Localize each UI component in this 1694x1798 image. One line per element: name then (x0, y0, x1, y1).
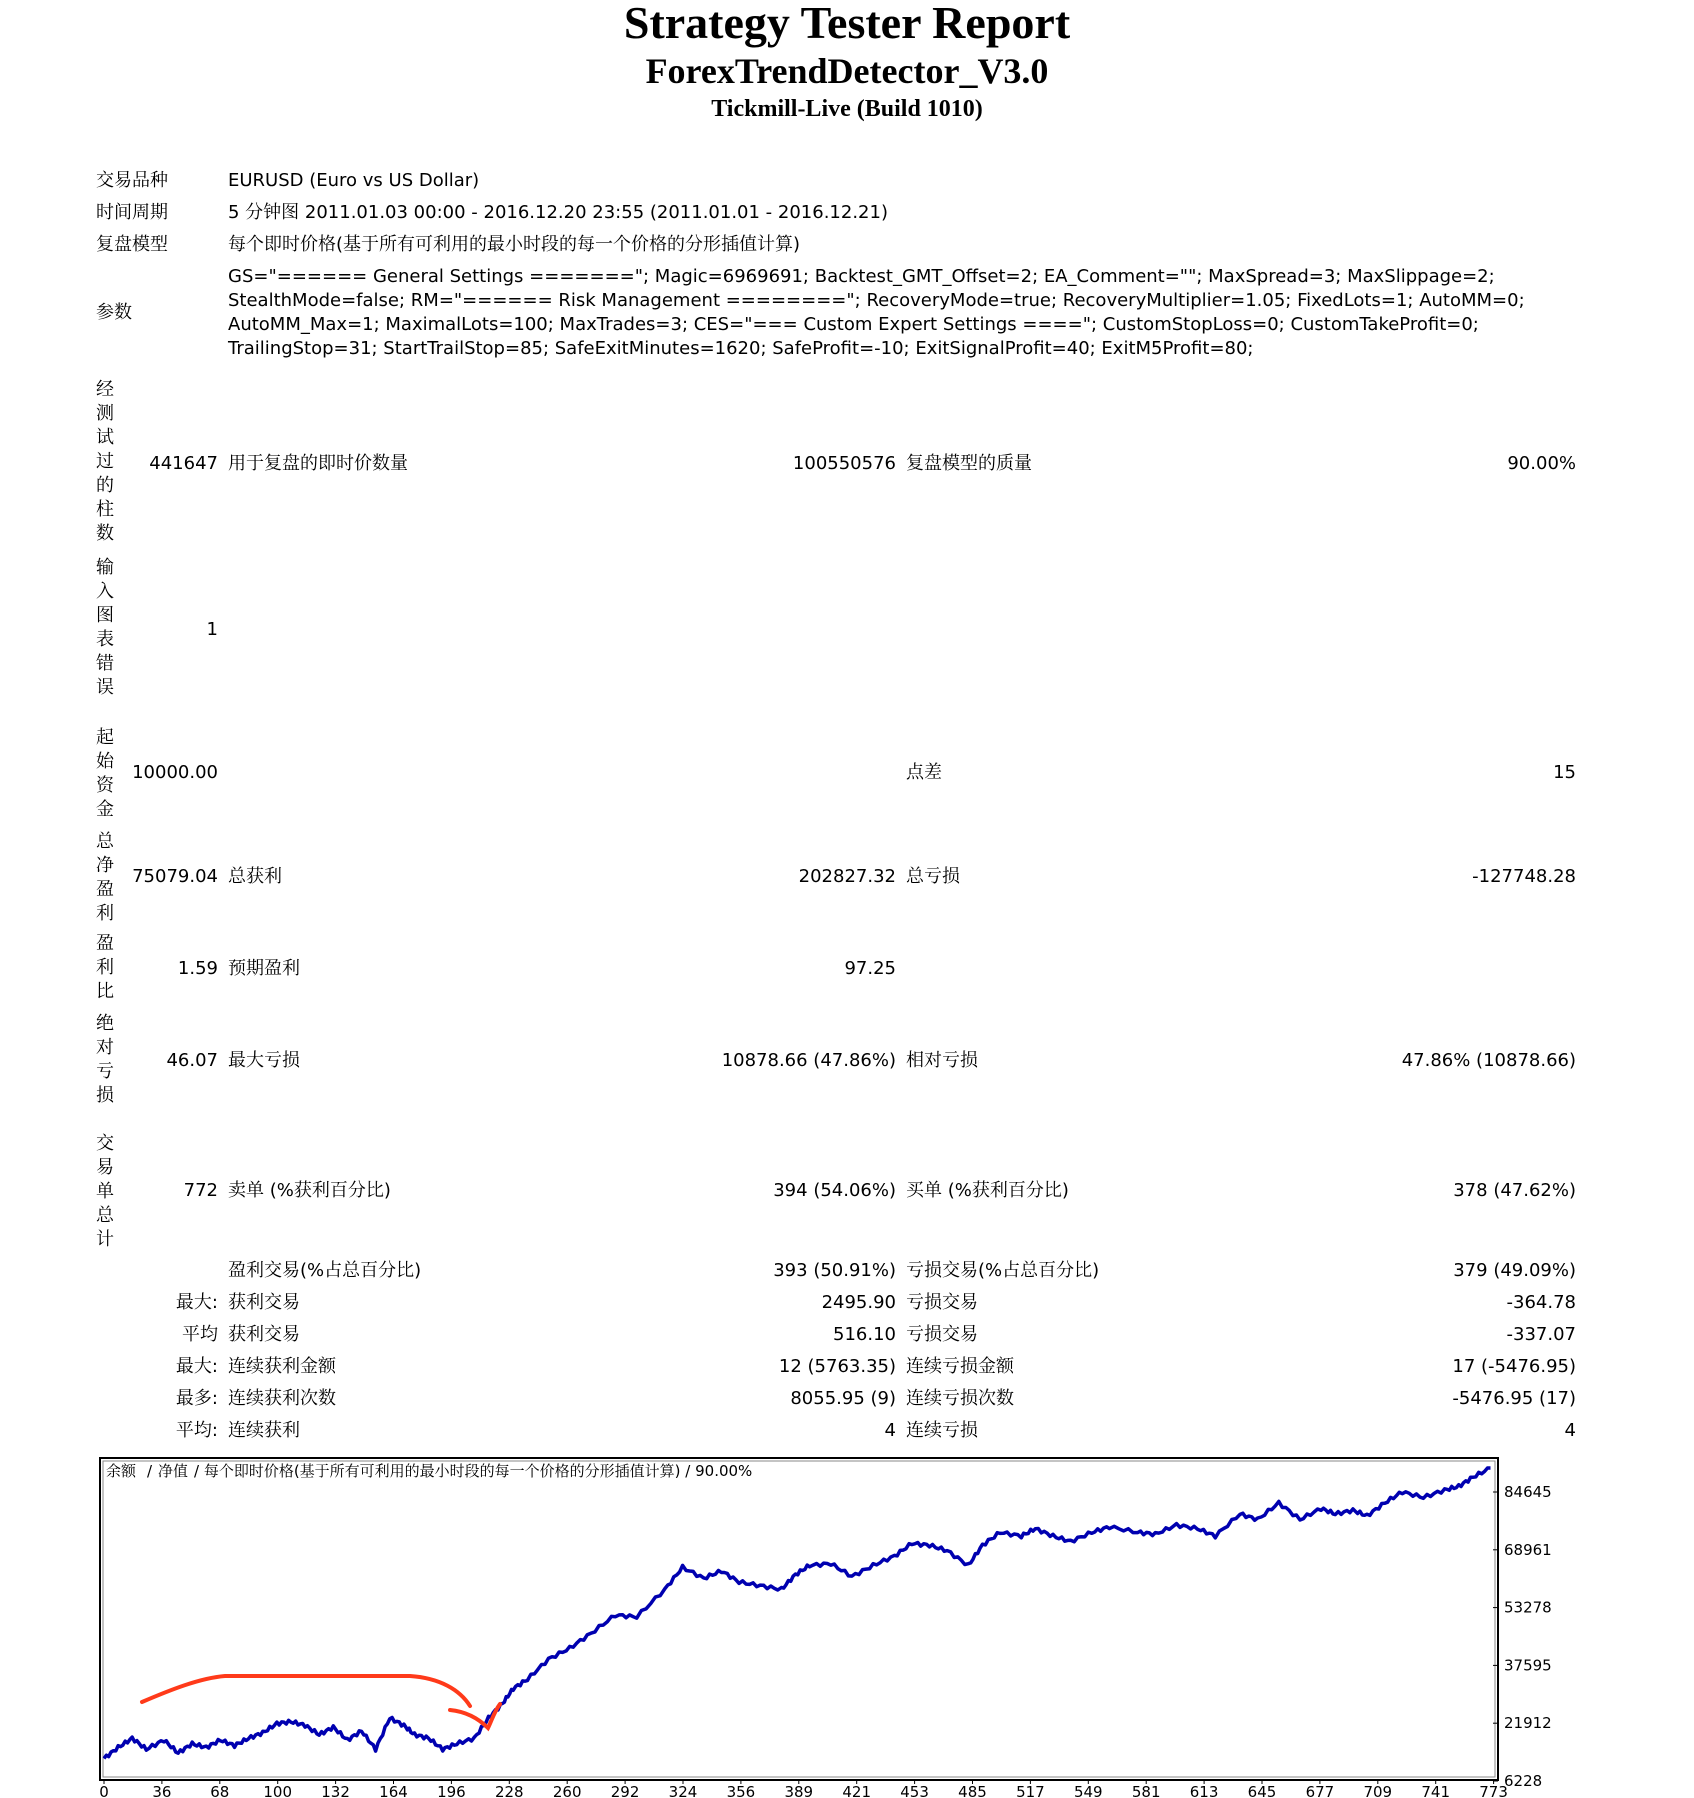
x-tick-label: 677 (1305, 1783, 1335, 1798)
maximal-loss-label: 连续亏损次数 (906, 1388, 1014, 1409)
mismatch-value: 1 (206, 619, 218, 640)
legend-rest: / 每个即时价格(基于所有可利用的最小时段的每一个价格的分形插值计算) / 90.00% (194, 1462, 753, 1480)
losstr-label: 亏损交易(%占总百分比) (906, 1260, 1100, 1281)
mismatch-label: 输入图表错误 (96, 557, 114, 698)
ticks-label: 用于复盘的即时价数量 (228, 453, 408, 474)
pf-label: 盈利比 (96, 933, 114, 1002)
x-tick-label: 453 (900, 1783, 929, 1798)
grossloss-value: -127748.28 (1472, 866, 1576, 887)
maximal-win-value: 8055.95 (9) (790, 1388, 896, 1409)
netprofit-value: 75079.04 (132, 866, 218, 887)
ticks-value: 100550576 (792, 453, 896, 474)
avgcons-prefix: 平均: (175, 1420, 218, 1441)
x-tick-label: 36 (152, 1783, 172, 1798)
bars-label: 经测试过的柱数 (96, 379, 114, 544)
y-tick-label: 21912 (1504, 1714, 1552, 1733)
x-tick-label: 389 (784, 1783, 814, 1798)
period-value: 5 分钟图 2011.01.03 00:00 - 2016.12.20 23:55 (2011.01.01 - 2016.12.21) (228, 202, 888, 223)
model-value: 每个即时价格(基于所有可利用的最小时段的每一个价格的分形插值计算) (228, 234, 801, 255)
long-value: 378 (47.62%) (1453, 1180, 1576, 1201)
y-tick-label: 37595 (1504, 1656, 1552, 1675)
reldd-value: 47.86% (10878.66) (1401, 1050, 1576, 1071)
legend-equity: 净值 (158, 1462, 189, 1480)
chart-legend (106, 1462, 752, 1480)
short-label: 卖单 (%获利百分比) (228, 1180, 391, 1201)
x-tick-label: 228 (494, 1783, 524, 1798)
expected-value: 97.25 (844, 958, 896, 979)
params-line: TrailingStop=31; StartTrailStop=85; SafeExitMinutes=1620; SafeProfit=-10; ExitSignalProfit=40; ExitM5Profit=80; (228, 338, 1254, 359)
losstr-value: 379 (49.09%) (1453, 1260, 1576, 1281)
grossloss-label: 总亏损 (906, 866, 960, 887)
maxdd-value: 10878.66 (47.86%) (721, 1050, 896, 1071)
avgcons-win-value: 4 (884, 1420, 896, 1441)
long-label: 买单 (%获利百分比) (906, 1180, 1069, 1201)
legend-balance: 余额 (106, 1462, 137, 1480)
server-build: Tickmill-Live (Build 1010) (711, 96, 983, 122)
maxcons-prefix: 最大: (175, 1356, 218, 1377)
maxcons-win-value: 12 (5763.35) (778, 1356, 896, 1377)
deposit-label: 起始资金 (96, 727, 114, 820)
absdd-value: 46.07 (166, 1050, 218, 1071)
legend-sep: / (147, 1462, 153, 1480)
y-tick-label: 53278 (1504, 1598, 1552, 1617)
x-tick-label: 324 (668, 1783, 698, 1798)
y-tick-label: 84645 (1504, 1483, 1552, 1501)
symbol-value: EURUSD (Euro vs US Dollar) (228, 170, 480, 191)
expert-name: ForexTrendDetector_V3.0 (645, 51, 1049, 91)
x-tick-label: 421 (842, 1783, 872, 1798)
maxcons-loss-label: 连续亏损金额 (906, 1356, 1014, 1377)
period-label: 时间周期 (96, 202, 168, 223)
chart-frame (100, 1458, 1498, 1780)
params-line: StealthMode=false; RM="====== Risk Management ========"; RecoveryMode=true; RecoveryMultiplier=1.05; FixedLots=1; AutoMM=0; (228, 290, 1525, 311)
avgcons-win-label: 连续获利 (228, 1420, 300, 1441)
average-loss-label: 亏损交易 (906, 1324, 978, 1345)
maxcons-loss-value: 17 (-5476.95) (1452, 1356, 1576, 1377)
largest-loss-label: 亏损交易 (906, 1292, 978, 1313)
x-tick-label: 581 (1131, 1783, 1161, 1798)
largest-loss-value: -364.78 (1506, 1292, 1576, 1313)
absdd-label: 绝对亏损 (96, 1013, 114, 1106)
average-prefix: 平均 (182, 1324, 218, 1345)
y-tick-label: 6228 (1504, 1772, 1543, 1790)
x-tick-label: 196 (437, 1783, 466, 1798)
model-label: 复盘模型 (96, 234, 168, 255)
average-win-value: 516.10 (833, 1324, 896, 1345)
x-tick-label: 741 (1421, 1783, 1451, 1798)
x-tick-label: 292 (610, 1783, 640, 1798)
bars-value: 441647 (149, 453, 218, 474)
x-tick-label: 709 (1363, 1783, 1393, 1798)
x-tick-label: 549 (1073, 1783, 1103, 1798)
avgcons-loss-label: 连续亏损 (906, 1420, 978, 1441)
spread-label: 点差 (906, 762, 942, 783)
params-line: AutoMM_Max=1; MaximalLots=100; MaxTrades=3; CES="=== Custom Expert Settings ===="; CustomStopLoss=0; CustomTakeProfit=0; (228, 314, 1479, 335)
netprofit-label: 总净盈利 (96, 831, 114, 924)
x-tick-label: 0 (99, 1783, 109, 1798)
profittr-label: 盈利交易(%占总百分比) (228, 1260, 422, 1281)
maximal-loss-value: -5476.95 (17) (1452, 1388, 1576, 1409)
grossprofit-value: 202827.32 (798, 866, 896, 887)
x-tick-label: 773 (1479, 1783, 1508, 1798)
maximal-win-label: 连续获利次数 (228, 1388, 336, 1409)
x-tick-label: 645 (1247, 1783, 1277, 1798)
largest-prefix: 最大: (175, 1292, 218, 1313)
x-tick-label: 517 (1016, 1783, 1045, 1798)
average-loss-value: -337.07 (1506, 1324, 1576, 1345)
chart-border (100, 1458, 1498, 1780)
largest-win-value: 2495.90 (821, 1292, 896, 1313)
maxdd-label: 最大亏损 (228, 1050, 300, 1071)
params-label: 参数 (96, 302, 132, 323)
avgcons-loss-value: 4 (1564, 1420, 1576, 1441)
pf-value: 1.59 (177, 958, 218, 979)
quality-label: 复盘模型的质量 (906, 453, 1032, 474)
grossprofit-label: 总获利 (228, 866, 282, 887)
largest-win-label: 获利交易 (228, 1292, 300, 1313)
quality-value: 90.00% (1507, 453, 1576, 474)
y-tick-label: 68961 (1504, 1540, 1552, 1559)
expected-label: 预期盈利 (228, 958, 300, 979)
x-tick-label: 260 (552, 1783, 582, 1798)
x-tick-label: 132 (321, 1783, 350, 1798)
spread-value: 15 (1553, 762, 1576, 783)
report-title: Strategy Tester Report (623, 0, 1071, 48)
params-line: GS="====== General Settings ======="; Magic=6969691; Backtest_GMT_Offset=2; EA_Comment=""; MaxSpread=3; MaxSlippage=2; (228, 266, 1495, 287)
x-tick-label: 485 (958, 1783, 987, 1798)
reldd-label: 相对亏损 (906, 1050, 978, 1071)
x-tick-label: 613 (1189, 1783, 1219, 1798)
short-value: 394 (54.06%) (773, 1180, 896, 1201)
profittr-value: 393 (50.91%) (773, 1260, 896, 1281)
x-tick-label: 356 (726, 1783, 756, 1798)
maximal-prefix: 最多: (175, 1388, 218, 1409)
symbol-label: 交易品种 (96, 170, 168, 191)
deposit-value: 10000.00 (132, 762, 218, 783)
maxcons-win-label: 连续获利金额 (228, 1356, 336, 1377)
x-tick-label: 164 (379, 1783, 408, 1798)
trades-label: 交易单总计 (96, 1133, 114, 1250)
x-tick-label: 100 (263, 1783, 293, 1798)
average-win-label: 获利交易 (228, 1324, 300, 1345)
trades-value: 772 (183, 1180, 218, 1201)
x-tick-label: 68 (210, 1783, 230, 1798)
